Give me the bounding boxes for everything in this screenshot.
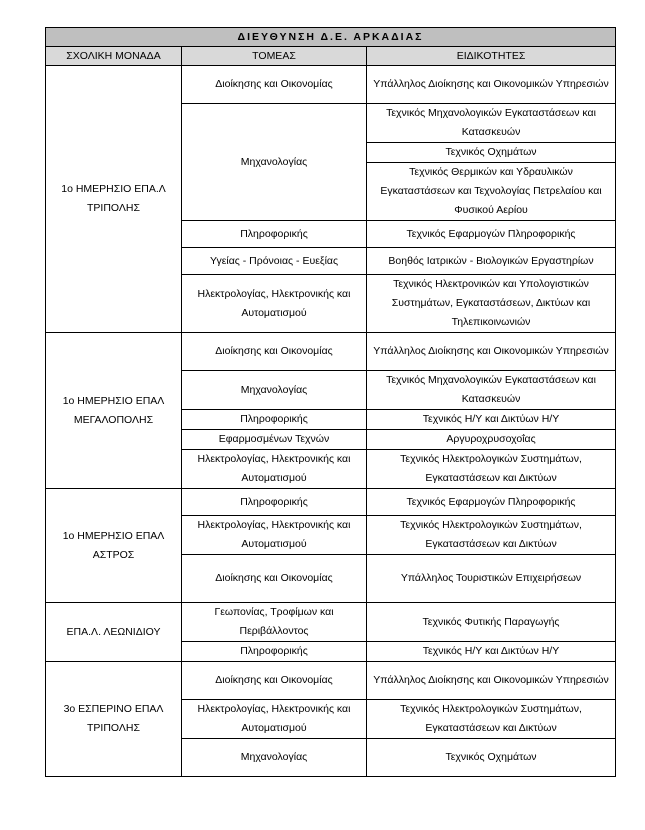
sector-cell: Ηλεκτρολογίας, Ηλεκτρονικής και Αυτοματισμού [182, 700, 367, 739]
sector-cell: Πληροφορικής [182, 410, 367, 430]
header-row [46, 47, 616, 66]
column-header-school: ΣΧΟΛΙΚΗ ΜΟΝΑΔΑ [46, 47, 182, 66]
specialty-cell: Τεχνικός Ηλεκτρολογικών Συστημάτων, Εγκαταστάσεων και Δικτύων [367, 700, 616, 739]
specialty-cell: Τεχνικός Εφαρμογών Πληροφορικής [367, 489, 616, 516]
specialty-cell: Υπάλληλος Διοίκησης και Οικονομικών Υπηρεσιών [367, 66, 616, 104]
sector-cell: Ηλεκτρολογίας, Ηλεκτρονικής και Αυτοματισμού [182, 275, 367, 333]
sector-cell: Εφαρμοσμένων Τεχνών [182, 430, 367, 450]
specialty-cell: Τεχνικός Ηλεκτρολογικών Συστημάτων, Εγκαταστάσεων και Δικτύων [367, 516, 616, 555]
school-name-cell: 3ο ΕΣΠΕΡΙΝΟ ΕΠΑΛ ΤΡΙΠΟΛΗΣ [46, 662, 182, 777]
sector-cell: Μηχανολογίας [182, 739, 367, 777]
specialty-cell: Υπάλληλος Διοίκησης και Οικονομικών Υπηρεσιών [367, 333, 616, 371]
specialty-cell: Τεχνικός Ηλεκτρολογικών Συστημάτων, Εγκαταστάσεων και Δικτύων [367, 450, 616, 489]
table-row [46, 333, 616, 371]
sector-cell: Υγείας - Πρόνοιας - Ευεξίας [182, 248, 367, 275]
school-name-cell: 1ο ΗΜΕΡΗΣΙΟ ΕΠΑ.Λ ΤΡΙΠΟΛΗΣ [46, 66, 182, 333]
title-row [46, 28, 616, 47]
specialty-cell: Τεχνικός Μηχανολογικών Εγκαταστάσεων και Κατασκευών [367, 104, 616, 143]
schools-table [45, 27, 616, 777]
sector-cell: Ηλεκτρολογίας, Ηλεκτρονικής και Αυτοματισμού [182, 450, 367, 489]
table-row [46, 66, 616, 104]
specialty-cell: Τεχνικός Εφαρμογών Πληροφορικής [367, 221, 616, 248]
sector-cell: Διοίκησης και Οικονομίας [182, 662, 367, 700]
sector-cell: Διοίκησης και Οικονομίας [182, 333, 367, 371]
specialty-cell: Βοηθός Ιατρικών - Βιολογικών Εργαστηρίων [367, 248, 616, 275]
sector-cell: Μηχανολογίας [182, 104, 367, 221]
column-header-specialties: ΕΙΔΙΚΟΤΗΤΕΣ [367, 47, 616, 66]
sector-cell: Μηχανολογίας [182, 371, 367, 410]
sector-cell: Διοίκησης και Οικονομίας [182, 66, 367, 104]
specialty-cell: Τεχνικός Η/Υ και Δικτύων Η/Υ [367, 642, 616, 662]
table-row [46, 489, 616, 516]
sector-cell: Πληροφορικής [182, 221, 367, 248]
table-row [46, 662, 616, 700]
specialty-cell: Τεχνικός Ηλεκτρονικών και Υπολογιστικών Συστημάτων, Εγκαταστάσεων, Δικτύων και Τηλεπικοινωνιών [367, 275, 616, 333]
specialty-cell: Αργυροχρυσοχοΐας [367, 430, 616, 450]
column-header-sector: ΤΟΜΕΑΣ [182, 47, 367, 66]
specialty-cell: Υπάλληλος Διοίκησης και Οικονομικών Υπηρεσιών [367, 662, 616, 700]
sector-cell: Πληροφορικής [182, 489, 367, 516]
sector-cell: Ηλεκτρολογίας, Ηλεκτρονικής και Αυτοματισμού [182, 516, 367, 555]
school-name-cell: 1ο ΗΜΕΡΗΣΙΟ ΕΠΑΛ ΜΕΓΑΛΟΠΟΛΗΣ [46, 333, 182, 489]
specialty-cell: Τεχνικός Οχημάτων [367, 739, 616, 777]
specialty-cell: Τεχνικός Φυτικής Παραγωγής [367, 603, 616, 642]
table-row [46, 603, 616, 642]
sector-cell: Πληροφορικής [182, 642, 367, 662]
table-title: ΔΙΕΥΘΥΝΣΗ Δ.Ε. ΑΡΚΑΔΙΑΣ [46, 28, 616, 47]
table-body [46, 66, 616, 777]
specialty-cell: Τεχνικός Η/Υ και Δικτύων Η/Υ [367, 410, 616, 430]
specialty-cell: Τεχνικός Οχημάτων [367, 143, 616, 163]
sector-cell: Διοίκησης και Οικονομίας [182, 555, 367, 603]
specialty-cell: Τεχνικός Μηχανολογικών Εγκαταστάσεων και Κατασκευών [367, 371, 616, 410]
specialty-cell: Τεχνικός Θερμικών και Υδραυλικών Εγκαταστάσεων και Τεχνολογίας Πετρελαίου και Φυσικού Αερίου [367, 163, 616, 221]
sector-cell: Γεωπονίας, Τροφίμων και Περιβάλλοντος [182, 603, 367, 642]
school-name-cell: 1ο ΗΜΕΡΗΣΙΟ ΕΠΑΛ ΑΣΤΡΟΣ [46, 489, 182, 603]
school-name-cell: ΕΠΑ.Λ. ΛΕΩΝΙΔΙΟΥ [46, 603, 182, 662]
document-page [45, 27, 615, 777]
specialty-cell: Υπάλληλος Τουριστικών Επιχειρήσεων [367, 555, 616, 603]
